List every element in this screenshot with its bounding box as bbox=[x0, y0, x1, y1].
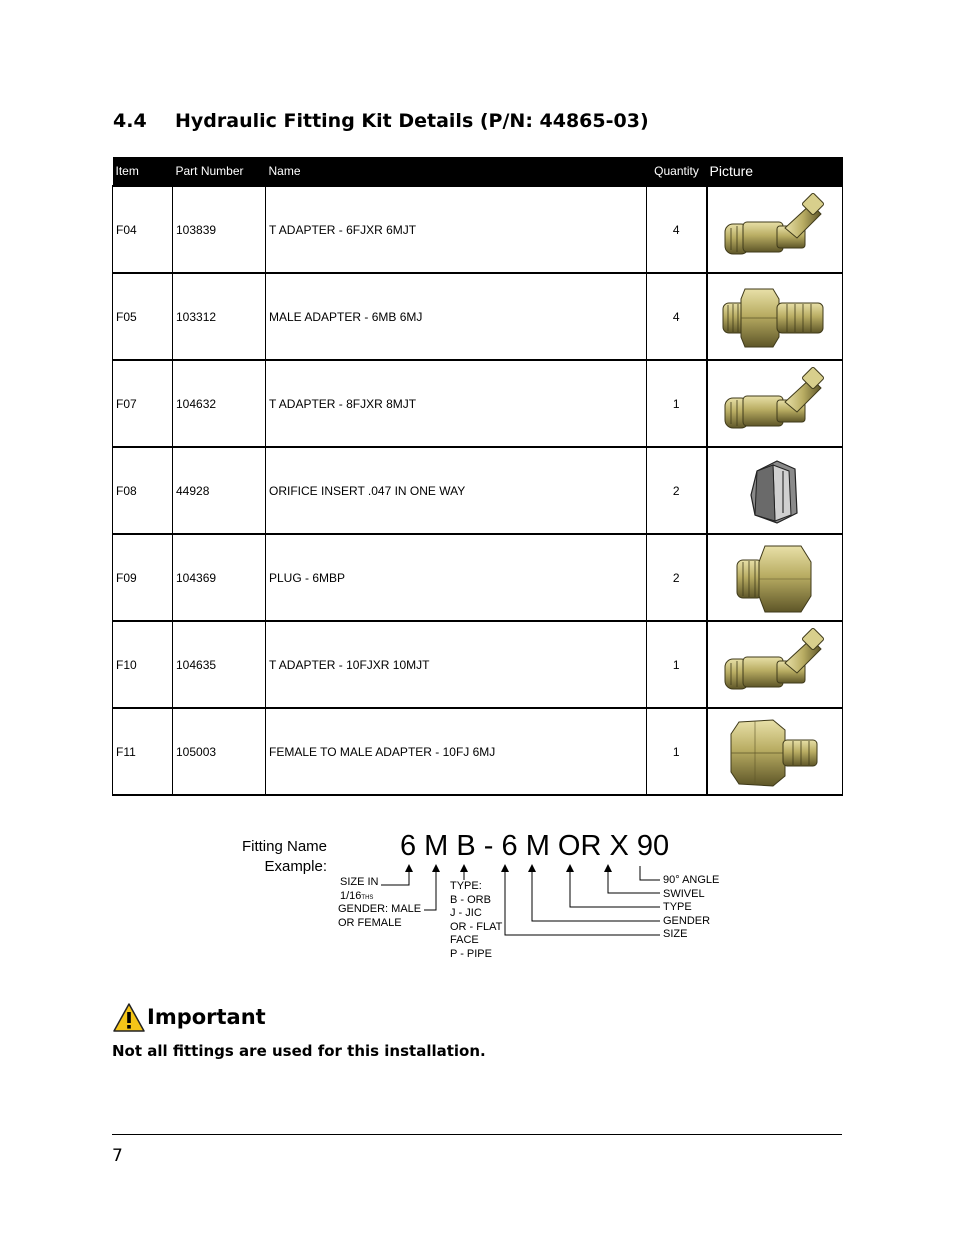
part-number-cell: 103839 bbox=[173, 186, 266, 273]
part-number-cell: 104632 bbox=[173, 360, 266, 447]
quantity-cell: 2 bbox=[647, 534, 707, 621]
section-number: 4.4 bbox=[113, 110, 147, 132]
legend-type-line: P - PIPE bbox=[450, 947, 492, 960]
col-header-name: Name bbox=[266, 157, 647, 186]
legend-type bbox=[450, 880, 502, 961]
item-cell: F08 bbox=[113, 447, 173, 534]
item-cell: F07 bbox=[113, 360, 173, 447]
legend-right-line: SWIVEL bbox=[663, 887, 705, 900]
legend-type-line: OR - FLAT bbox=[450, 920, 503, 933]
name-cell: PLUG - 6MBP bbox=[266, 534, 647, 621]
legend-size-line1: SIZE IN bbox=[340, 876, 379, 888]
legend-type-line: B - ORB bbox=[450, 893, 491, 906]
name-cell: ORIFICE INSERT .047 IN ONE WAY bbox=[266, 447, 647, 534]
part-number-cell: 104635 bbox=[173, 621, 266, 708]
part-number-cell: 103312 bbox=[173, 273, 266, 360]
important-title: Important bbox=[147, 1005, 266, 1029]
item-cell: F04 bbox=[113, 186, 173, 273]
item-cell: F10 bbox=[113, 621, 173, 708]
legend-size-suffix: THS bbox=[361, 894, 374, 901]
legend-gender-line1: GENDER: MALE bbox=[338, 903, 422, 915]
legend-type-line: FACE bbox=[450, 934, 479, 946]
col-header-item: Item bbox=[113, 157, 173, 186]
legend-right-line: TYPE bbox=[663, 901, 692, 913]
legend-type-line: J - JIC bbox=[450, 907, 482, 919]
footer-divider bbox=[112, 1134, 842, 1135]
part-number-cell: 104369 bbox=[173, 534, 266, 621]
quantity-cell: 1 bbox=[647, 708, 707, 795]
item-cell: F09 bbox=[113, 534, 173, 621]
page-number: 7 bbox=[112, 1146, 123, 1166]
fitting-code: 6 M B - 6 M OR X 90 bbox=[400, 830, 670, 862]
name-cell: MALE ADAPTER - 6MB 6MJ bbox=[266, 273, 647, 360]
quantity-cell: 2 bbox=[647, 447, 707, 534]
name-cell: T ADAPTER - 6FJXR 6MJT bbox=[266, 186, 647, 273]
part-number-cell: 105003 bbox=[173, 708, 266, 795]
quantity-cell: 1 bbox=[647, 360, 707, 447]
col-header-quantity: Quantity bbox=[647, 157, 707, 186]
legend-type-line: TYPE: bbox=[450, 880, 482, 892]
name-cell: T ADAPTER - 8FJXR 8MJT bbox=[266, 360, 647, 447]
fitting-example-label-line1: Fitting Name bbox=[241, 838, 327, 855]
important-note: Not all fittings are used for this installation. bbox=[112, 1042, 486, 1060]
section-title: Hydraulic Fitting Kit Details (P/N: 44865-03) bbox=[175, 110, 649, 132]
legend-right-line: GENDER bbox=[663, 914, 711, 927]
item-cell: F11 bbox=[113, 708, 173, 795]
legend-right-line: 90° ANGLE bbox=[663, 874, 720, 886]
legend-right bbox=[663, 874, 719, 942]
quantity-cell: 1 bbox=[647, 621, 707, 708]
item-cell: F05 bbox=[113, 273, 173, 360]
part-number-cell: 44928 bbox=[173, 447, 266, 534]
quantity-cell: 4 bbox=[647, 186, 707, 273]
legend-right-line: SIZE bbox=[663, 928, 688, 940]
quantity-cell: 4 bbox=[647, 273, 707, 360]
fitting-example-label-line2: Example: bbox=[264, 858, 327, 875]
legend-size-fraction: 1/16 bbox=[340, 889, 362, 902]
legend-size bbox=[340, 876, 379, 905]
name-cell: FEMALE TO MALE ADAPTER - 10FJ 6MJ bbox=[266, 708, 647, 795]
legend-gender-line2: OR FEMALE bbox=[338, 916, 402, 929]
col-header-part-number: Part Number bbox=[173, 157, 266, 186]
legend-gender bbox=[338, 903, 421, 930]
name-cell: T ADAPTER - 10FJXR 10MJT bbox=[266, 621, 647, 708]
col-header-picture: Picture bbox=[707, 157, 843, 186]
warning-icon bbox=[113, 1003, 145, 1033]
